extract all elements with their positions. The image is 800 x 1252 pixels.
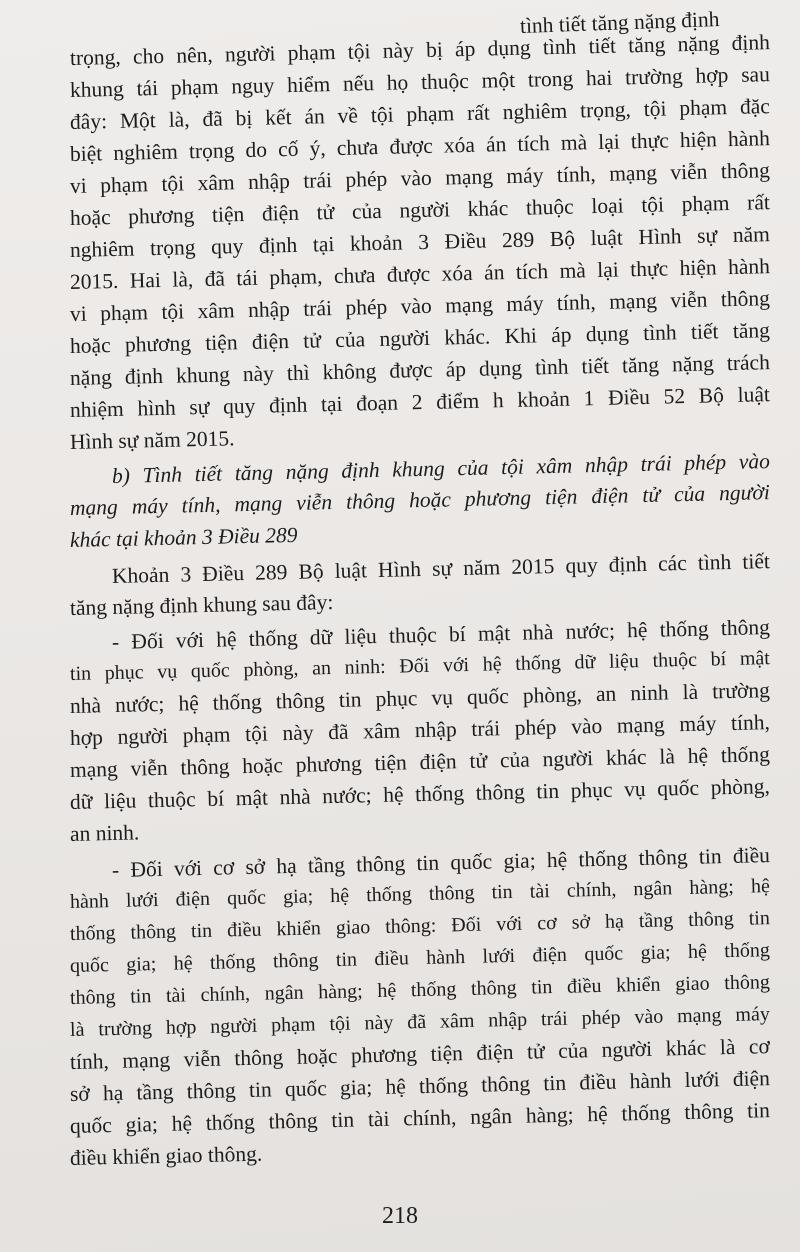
text-line: đây: Một là, đã bị kết án về tội phạm rất nghiêm trọng, tội phạm đặc <box>69 94 771 134</box>
text-line: khung tái phạm nguy hiểm nếu họ thuộc một trong hai trường hợp sau <box>69 62 771 102</box>
text-line: dữ liệu thuộc bí mật nhà nước; hệ thống thông tin phục vụ quốc phòng, <box>69 774 771 814</box>
section-heading-line: b) Tình tiết tăng nặng định khung của tội xâm nhập trái phép vào <box>111 449 771 488</box>
text-line: tình tiết tăng nặng định <box>519 7 720 38</box>
text-line: thông tin tài chính, ngân hàng; hệ thống thông tin điều khiển giao thông <box>69 971 771 1009</box>
text-line: vi phạm tội xâm nhập trái phép vào mạng máy tính, mạng viễn thông <box>69 286 771 326</box>
text-line: hoặc phương tiện điện tử của người khác. Khi áp dụng tình tiết tăng <box>69 318 771 358</box>
text-line: hoặc phương tiện điện tử của người khác thuộc loại tội phạm rất <box>69 190 771 230</box>
text-line: Hình sự năm 2015. <box>69 426 235 454</box>
text-line: 2015. Hai là, đã tái phạm, chưa được xóa án tích mà lại thực hiện hành <box>69 254 771 294</box>
text-line: - Đối với hệ thống dữ liệu thuộc bí mật nhà nước; hệ thống thông <box>111 615 771 654</box>
text-line: quốc gia; hệ thống thông tin tài chính, ngân hàng; hệ thống thông tin <box>69 1098 771 1138</box>
text-line: nghiêm trọng quy định tại khoản 3 Điều 289 Bộ luật Hình sự năm <box>69 222 771 262</box>
text-line: an ninh. <box>69 820 140 846</box>
text-line: là trường hợp người phạm tội này đã xâm nhập trái phép vào mạng máy <box>69 1003 771 1041</box>
text-line: tin phục vụ quốc phòng, an ninh: Đối với hệ thống dữ liệu thuộc bí mật <box>69 647 771 685</box>
text-line: mạng viễn thông hoặc phương tiện điện tử của người khác là hệ thống <box>69 742 771 782</box>
text-line: biệt nghiêm trọng do cố ý, chưa được xóa án tích mà lại thực hiện hành <box>69 126 771 166</box>
text-line: tính, mạng viễn thông hoặc phương tiện điện tử của người khác là cơ <box>69 1034 771 1074</box>
text-line: nhiệm hình sự quy định tại đoạn 2 điểm h khoản 1 Điều 52 Bộ luật <box>69 382 771 422</box>
text-line: hợp người phạm tội này đã xâm nhập trái phép vào mạng máy tính, <box>69 710 771 750</box>
section-heading-line: khác tại khoản 3 Điều 289 <box>69 522 298 552</box>
text-line: trọng, cho nên, người phạm tội này bị áp dụng tình tiết tăng nặng định <box>69 30 771 70</box>
text-line: Khoản 3 Điều 289 Bộ luật Hình sự năm 2015 quy định các tình tiết <box>111 549 771 588</box>
page-number: 218 <box>382 1203 418 1229</box>
text-line: nhà nước; hệ thống thông tin phục vụ quốc phòng, an ninh là trường <box>69 678 771 718</box>
text-line: điều khiển giao thông. <box>69 1141 263 1170</box>
text-line: sở hạ tầng thông tin quốc gia; hệ thống thông tin điều hành lưới điện <box>69 1066 771 1106</box>
section-heading-line: mạng máy tính, mạng viễn thông hoặc phương tiện điện tử của người <box>69 480 771 520</box>
text-line: quốc gia; hệ thống thông tin điều hành lưới điện quốc gia; hệ thống <box>69 939 771 977</box>
text-line: tăng nặng định khung sau đây: <box>69 590 334 620</box>
text-line: thống thông tin điều khiển giao thông: Đối với cơ sở hạ tầng thông tin <box>69 907 771 945</box>
text-line: nặng định khung này thì không được áp dụng tình tiết tăng nặng trách <box>69 350 771 390</box>
text-line: - Đối với cơ sở hạ tầng thông tin quốc gia; hệ thống thông tin điều <box>111 843 771 882</box>
text-line: vi phạm tội xâm nhập trái phép vào mạng máy tính, mạng viễn thông <box>69 158 771 198</box>
text-line: hành lưới điện quốc gia; hệ thống thông tin tài chính, ngân hàng; hệ <box>69 875 771 913</box>
